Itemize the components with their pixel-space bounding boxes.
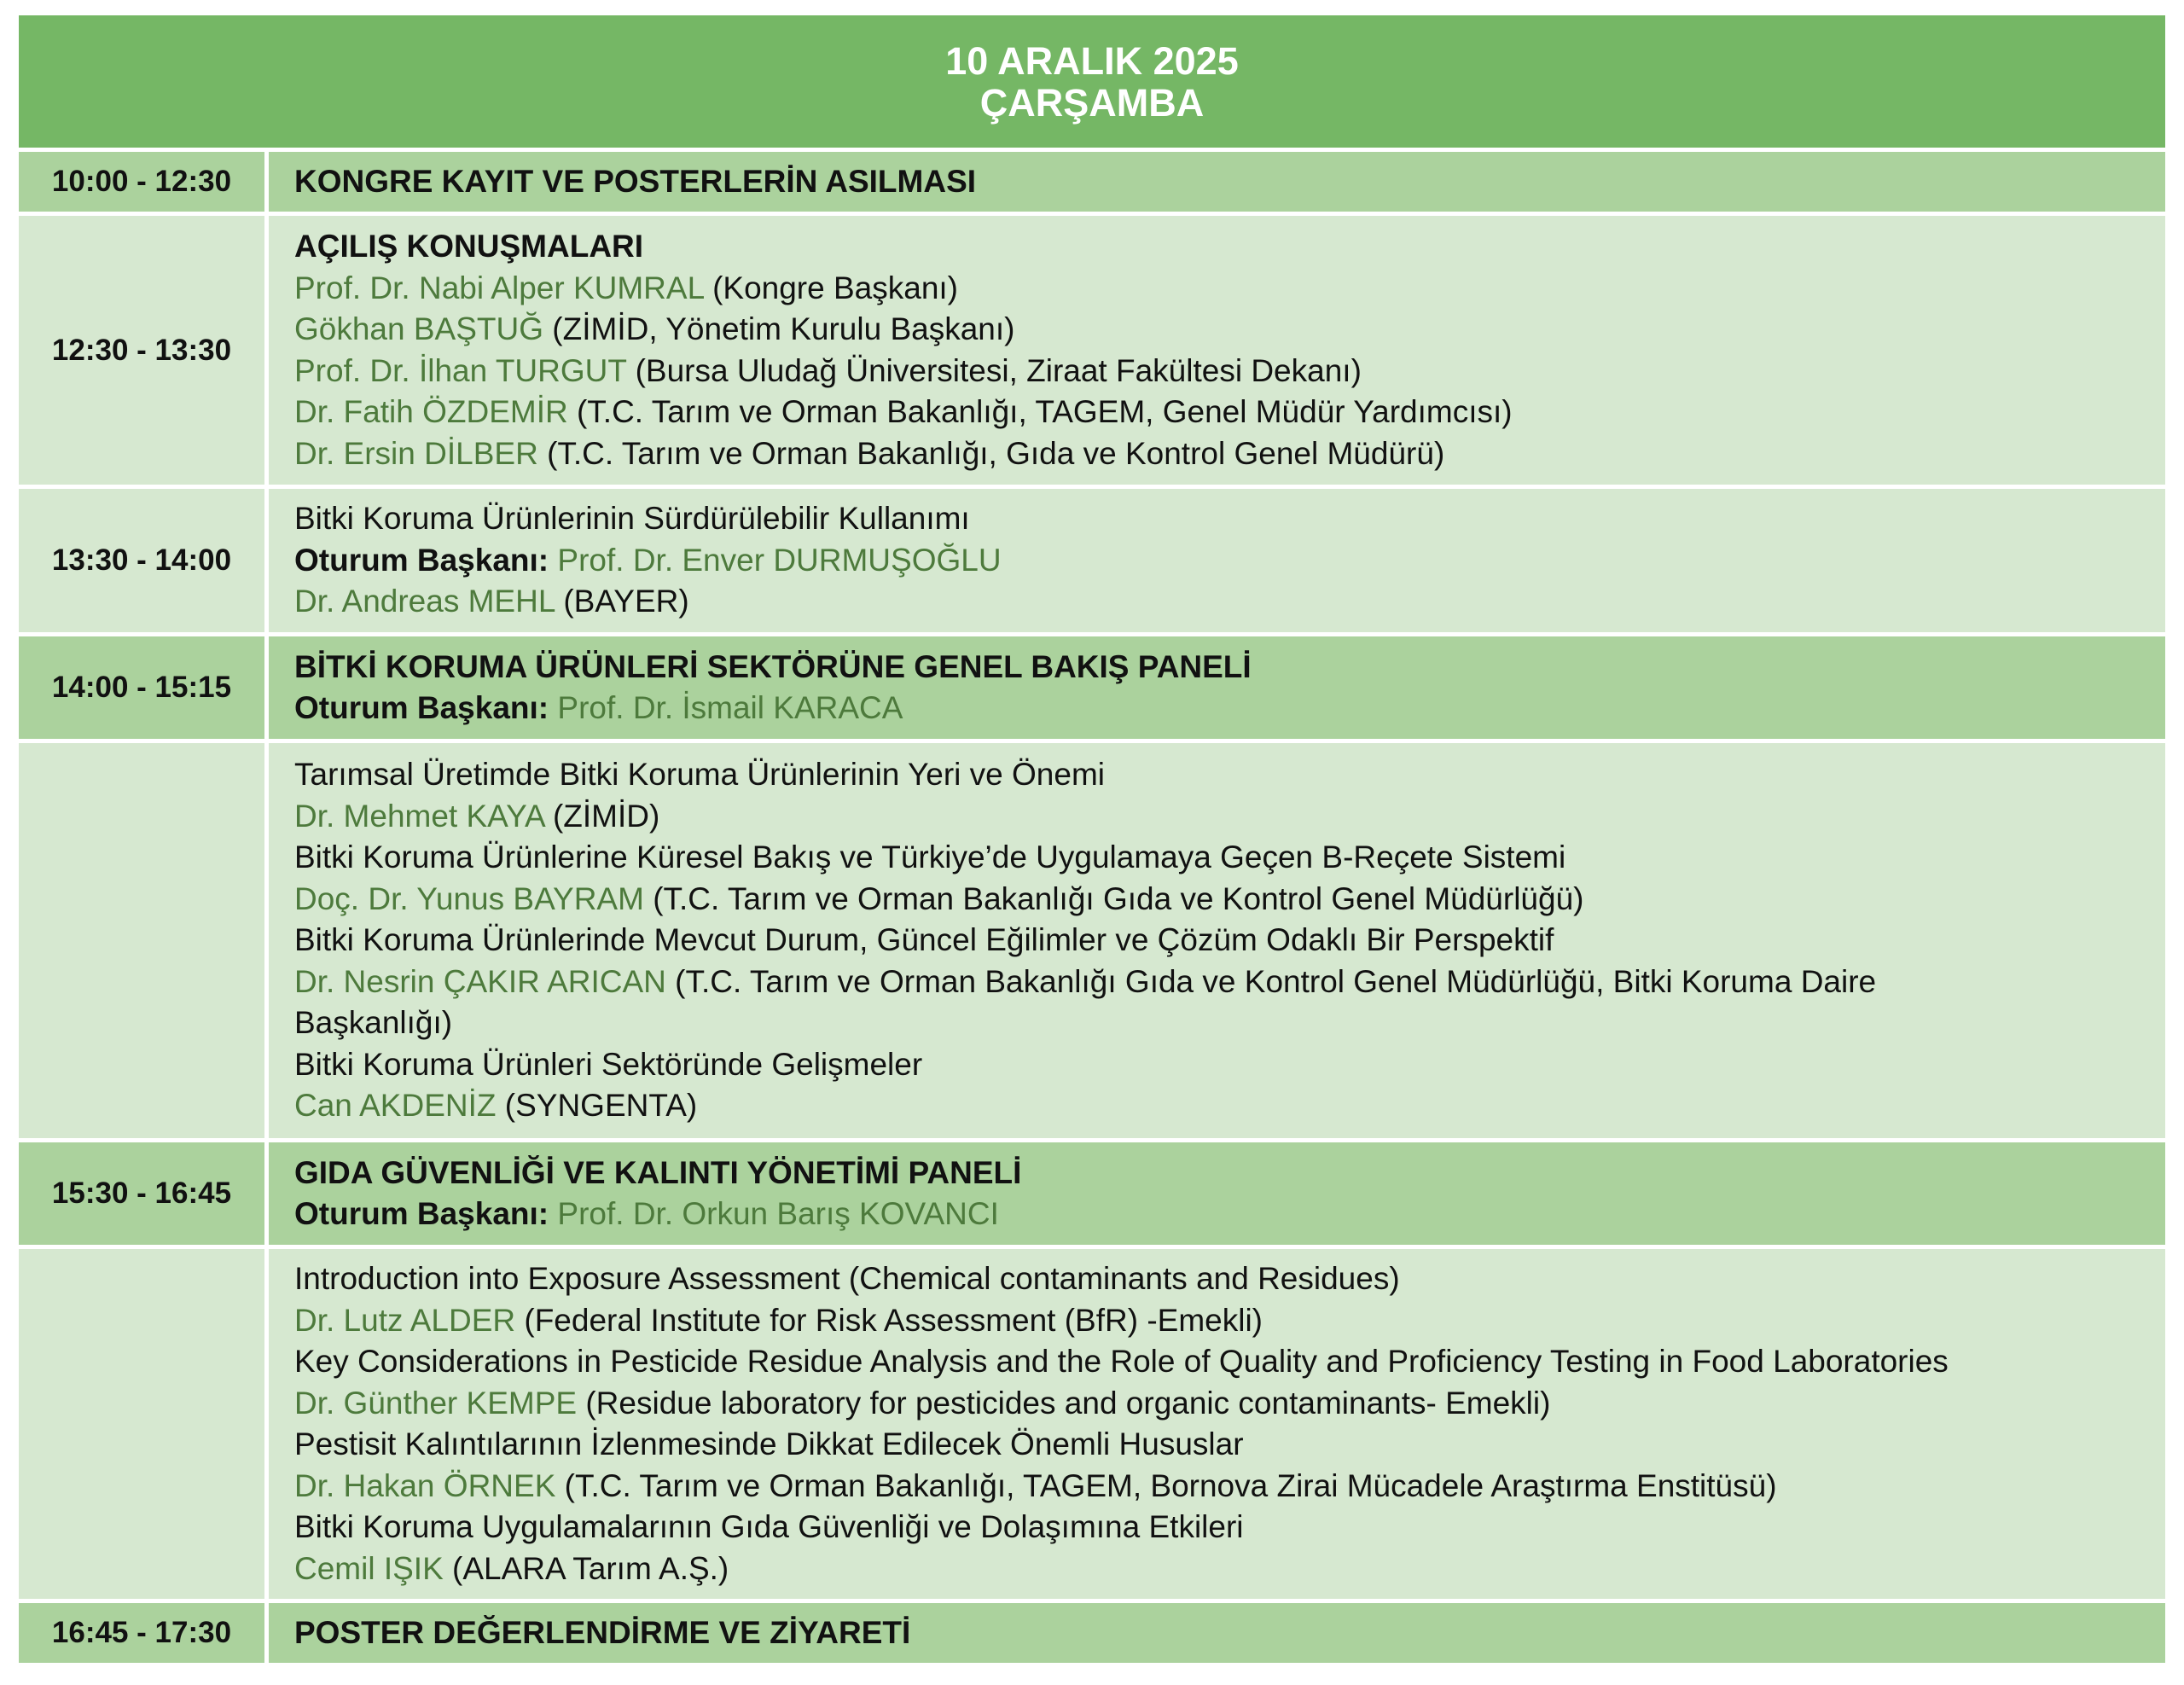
- chair-label: Oturum Başkanı:: [294, 690, 558, 725]
- talk-title: Bitki Koruma Ürünleri Sektöründe Gelişmeler: [294, 1046, 923, 1082]
- talk-title: Bitki Koruma Uygulamalarının Gıda Güvenliği ve Dolaşımına Etkileri: [294, 1509, 1244, 1544]
- talk-title: Bitki Koruma Ürünlerinin Sürdürülebilir Kullanımı: [294, 501, 970, 537]
- speaker-name: Gökhan BAŞTUĞ: [294, 311, 544, 346]
- speaker-line: [294, 1383, 2165, 1425]
- speaker-line: [294, 962, 2165, 1044]
- time-cell: 15:30 - 16:45: [19, 1142, 264, 1245]
- chair-line: [294, 688, 2165, 729]
- speaker-name: Can AKDENİZ: [294, 1088, 497, 1124]
- speaker-name: Dr. Ersin DİLBER: [294, 435, 538, 471]
- chair-label: Oturum Başkanı:: [294, 1196, 558, 1231]
- speaker-name: Doç. Dr. Yunus BAYRAM: [294, 880, 644, 916]
- speaker-affiliation: (ALARA Tarım A.Ş.): [443, 1550, 729, 1586]
- content-cell: [269, 1603, 2165, 1663]
- speaker-name: Cemil IŞIK: [294, 1550, 444, 1586]
- time-cell: 16:45 - 17:30: [19, 1603, 264, 1663]
- talk-title: Bitki Koruma Ürünlerinde Mevcut Durum, Güncel Eğilimler ve Çözüm Odaklı Bir Perspektif: [294, 922, 1554, 958]
- speaker-affiliation: (ZİMİD): [543, 798, 660, 834]
- speaker-affiliation: (T.C. Tarım ve Orman Bakanlığı Gıda ve Kontrol Genel Müdürlüğü, Bitki Koruma Daire Başkanlığı): [294, 963, 1877, 1041]
- time-cell: 10:00 - 12:30: [19, 152, 264, 212]
- speaker-line: [294, 879, 2165, 921]
- speaker-line: [294, 581, 2165, 623]
- speaker-name: Dr. Mehmet KAYA: [294, 798, 544, 834]
- session-title: GIDA GÜVENLİĞİ VE KALINTI YÖNETİMİ PANELİ: [294, 1154, 1022, 1190]
- talk-title: Introduction into Exposure Assessment (Chemical contaminants and Residues): [294, 1261, 1400, 1296]
- chair-line: [294, 540, 2165, 582]
- content-cell: [269, 743, 2165, 1138]
- time-cell: [19, 743, 264, 1138]
- speaker-name: Dr. Hakan ÖRNEK: [294, 1467, 556, 1503]
- schedule-row-panel-food-safety: [19, 1142, 2165, 1245]
- speaker-name: Dr. Nesrin ÇAKIR ARICAN: [294, 963, 666, 999]
- schedule-row-panel-food-safety-talks: [19, 1249, 2165, 1599]
- talk-title: Key Considerations in Pesticide Residue Analysis and the Role of Quality and Proficiency Testing in Food Laboratories: [294, 1344, 1949, 1379]
- content-cell: [269, 636, 2165, 739]
- chair-label: Oturum Başkanı:: [294, 542, 558, 578]
- speaker-affiliation: (Residue laboratory for pesticides and organic contaminants- Emekli): [577, 1385, 1551, 1421]
- speaker-line: [294, 1548, 2165, 1590]
- speaker-line: [294, 351, 2165, 392]
- talk-title: Pestisit Kalıntılarının İzlenmesinde Dikkat Edilecek Önemli Hususlar: [294, 1426, 1244, 1461]
- content-cell: [269, 1142, 2165, 1245]
- content-cell: [269, 152, 2165, 212]
- speaker-line: [294, 268, 2165, 310]
- speaker-affiliation: (Bursa Uludağ Üniversitesi, Ziraat Fakültesi Dekanı): [626, 352, 1362, 388]
- speaker-affiliation: (Kongre Başkanı): [703, 270, 959, 305]
- speaker-name: Dr. Fatih ÖZDEMİR: [294, 394, 568, 429]
- speaker-affiliation: (ZİMİD, Yönetim Kurulu Başkanı): [543, 311, 1015, 346]
- schedule-row-opening: [19, 216, 2165, 485]
- speaker-name: Prof. Dr. İlhan TURGUT: [294, 352, 627, 388]
- time-cell: 13:30 - 14:00: [19, 489, 264, 632]
- schedule-row-registration: [19, 152, 2165, 212]
- schedule-table: [19, 15, 2165, 1663]
- speaker-line: [294, 309, 2165, 351]
- speaker-name: Prof. Dr. Nabi Alper KUMRAL: [294, 270, 704, 305]
- chair-name: Prof. Dr. Enver DURMUŞOĞLU: [557, 542, 1002, 578]
- session-title: POSTER DEĞERLENDİRME VE ZİYARETİ: [294, 1614, 911, 1650]
- speaker-affiliation: (BAYER): [555, 584, 689, 619]
- date-title: 10 ARALIK 2025: [945, 38, 1239, 83]
- speaker-line: [294, 796, 2165, 838]
- chair-line: [294, 1194, 2165, 1235]
- session-title: KONGRE KAYIT VE POSTERLERİN ASILMASI: [294, 163, 977, 199]
- speaker-affiliation: (T.C. Tarım ve Orman Bakanlığı, TAGEM, Genel Müdür Yardımcısı): [567, 394, 1513, 429]
- speaker-name: Dr. Günther KEMPE: [294, 1385, 578, 1421]
- speaker-affiliation: (T.C. Tarım ve Orman Bakanlığı Gıda ve Kontrol Genel Müdürlüğü): [643, 880, 1584, 916]
- schedule-row-poster: [19, 1603, 2165, 1663]
- content-cell: [269, 216, 2165, 485]
- time-cell: 12:30 - 13:30: [19, 216, 264, 485]
- speaker-affiliation: (T.C. Tarım ve Orman Bakanlığı, TAGEM, Bornova Zirai Mücadele Araştırma Enstitüsü): [555, 1467, 1777, 1503]
- schedule-row-sustainable-use: [19, 489, 2165, 632]
- speaker-affiliation: (SYNGENTA): [496, 1088, 698, 1124]
- speaker-line: [294, 392, 2165, 433]
- talk-title: Tarımsal Üretimde Bitki Koruma Ürünlerinin Yeri ve Önemi: [294, 757, 1106, 793]
- talk-title: Bitki Koruma Ürünlerine Küresel Bakış ve Türkiye’de Uygulamaya Geçen B-Reçete Sistemi: [294, 840, 1566, 875]
- time-cell: [19, 1249, 264, 1599]
- chair-name: Prof. Dr. İsmail KARACA: [557, 690, 903, 725]
- content-cell: [269, 1249, 2165, 1599]
- time-cell: 14:00 - 15:15: [19, 636, 264, 739]
- speaker-affiliation: (T.C. Tarım ve Orman Bakanlığı, Gıda ve Kontrol Genel Müdürü): [537, 435, 1445, 471]
- speaker-line: [294, 433, 2165, 475]
- speaker-line: [294, 1466, 2165, 1508]
- speaker-line: [294, 1300, 2165, 1342]
- content-cell: [269, 489, 2165, 632]
- schedule-row-panel-overview: [19, 636, 2165, 739]
- speaker-line: [294, 1085, 2165, 1127]
- speaker-name: Dr. Andreas MEHL: [294, 584, 555, 619]
- schedule-row-panel-overview-talks: [19, 743, 2165, 1138]
- session-title: BİTKİ KORUMA ÜRÜNLERİ SEKTÖRÜNE GENEL BAKIŞ PANELİ: [294, 648, 1252, 684]
- session-title: AÇILIŞ KONUŞMALARI: [294, 229, 644, 264]
- day-title: ÇARŞAMBA: [979, 80, 1205, 125]
- day-header: [19, 15, 2165, 148]
- speaker-name: Dr. Lutz ALDER: [294, 1302, 516, 1338]
- speaker-affiliation: (Federal Institute for Risk Assessment (BfR) -Emekli): [515, 1302, 1263, 1338]
- chair-name: Prof. Dr. Orkun Barış KOVANCI: [557, 1196, 999, 1231]
